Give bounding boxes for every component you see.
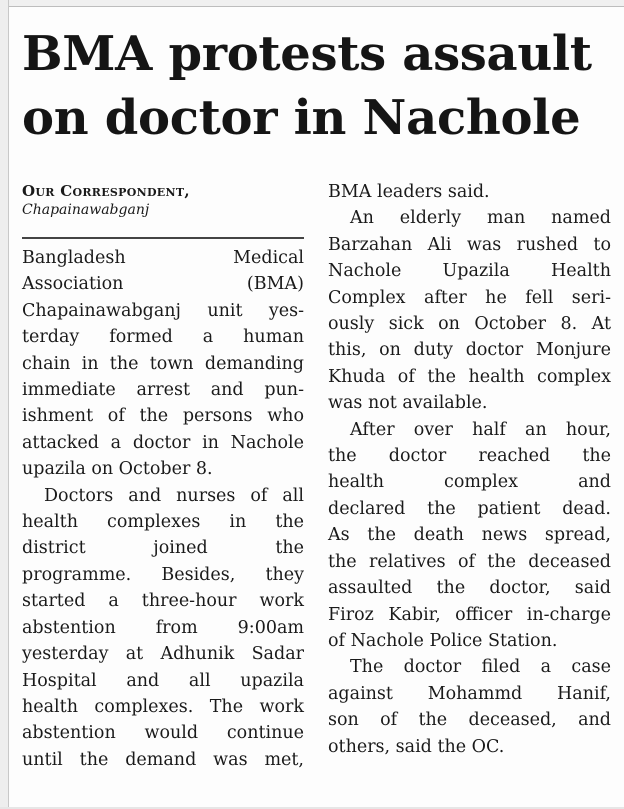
body-line: against Mohammd Hanif, <box>328 683 611 704</box>
body-line: health complexes in the <box>22 512 304 533</box>
body-line: of Nachole Police Station. <box>328 630 558 651</box>
body-line: BMA leaders said. <box>328 182 490 202</box>
body-line: the relatives of the deceased <box>328 551 611 572</box>
body-line: programme. Besides, they <box>22 564 304 585</box>
byline <box>22 181 312 219</box>
top-border <box>0 0 624 7</box>
body-line: Khuda of the health complex <box>328 366 611 387</box>
body-line: was not available. <box>328 393 488 414</box>
body-line: attacked a doctor in Nachole <box>22 432 304 453</box>
body-line: Firoz Kabir, officer in-charge <box>328 604 611 625</box>
body-line: Association (BMA) <box>22 274 304 295</box>
body-line: others, said the OC. <box>328 736 505 757</box>
headline <box>22 22 618 150</box>
body-line: chain in the town demanding <box>22 353 304 374</box>
left-border <box>0 0 9 809</box>
body-line: started a three-hour work <box>22 591 304 612</box>
headline-line-2: on doctor in Nachole <box>22 90 581 146</box>
byline-divider <box>22 237 304 239</box>
body-line: Chapainawabganj unit yes- <box>22 300 304 321</box>
body-line: After over half an hour, <box>350 419 611 440</box>
body-line: assaulted the doctor, said <box>328 578 611 599</box>
article-column-left <box>22 245 304 773</box>
body-line: ously sick on October 8. At <box>328 314 611 335</box>
body-line: this, on duty doctor Monjure <box>328 340 611 361</box>
article-column-right <box>328 179 611 760</box>
body-line: abstention would continue <box>22 723 304 744</box>
body-line: Nachole Upazila Health <box>328 261 611 282</box>
body-line: immediate arrest and pun- <box>22 380 304 401</box>
body-line: Complex after he fell seri- <box>328 287 611 308</box>
body-line: Barzahan Ali was rushed to <box>328 234 611 255</box>
body-line: health complexes. The work <box>22 696 304 717</box>
byline-dateline: Chapainawabganj <box>22 202 150 218</box>
body-line: until the demand was met, <box>22 749 304 770</box>
body-line: health complex and <box>328 472 611 493</box>
body-line: the doctor reached the <box>328 446 611 467</box>
body-line: district joined the <box>22 538 304 559</box>
body-line: ishment of the persons who <box>22 406 304 427</box>
body-line: The doctor filed a case <box>350 657 611 678</box>
body-line: Bangladesh Medical <box>22 248 304 268</box>
body-line: Hospital and all upazila <box>22 670 304 691</box>
body-line: terday formed a human <box>22 327 304 348</box>
body-line: abstention from 9:00am <box>22 617 304 638</box>
body-line: Doctors and nurses of all <box>44 485 304 506</box>
body-line: yesterday at Adhunik Sadar <box>22 644 304 665</box>
body-line: An elderly man named <box>350 208 611 229</box>
body-line: upazila on October 8. <box>22 459 213 480</box>
body-line: As the death news spread, <box>328 525 611 546</box>
headline-line-1: BMA protests assault <box>22 26 592 82</box>
body-line: son of the deceased, and <box>328 710 611 731</box>
byline-author: Our Correspondent, <box>22 182 190 200</box>
body-line: declared the patient dead. <box>328 498 611 519</box>
